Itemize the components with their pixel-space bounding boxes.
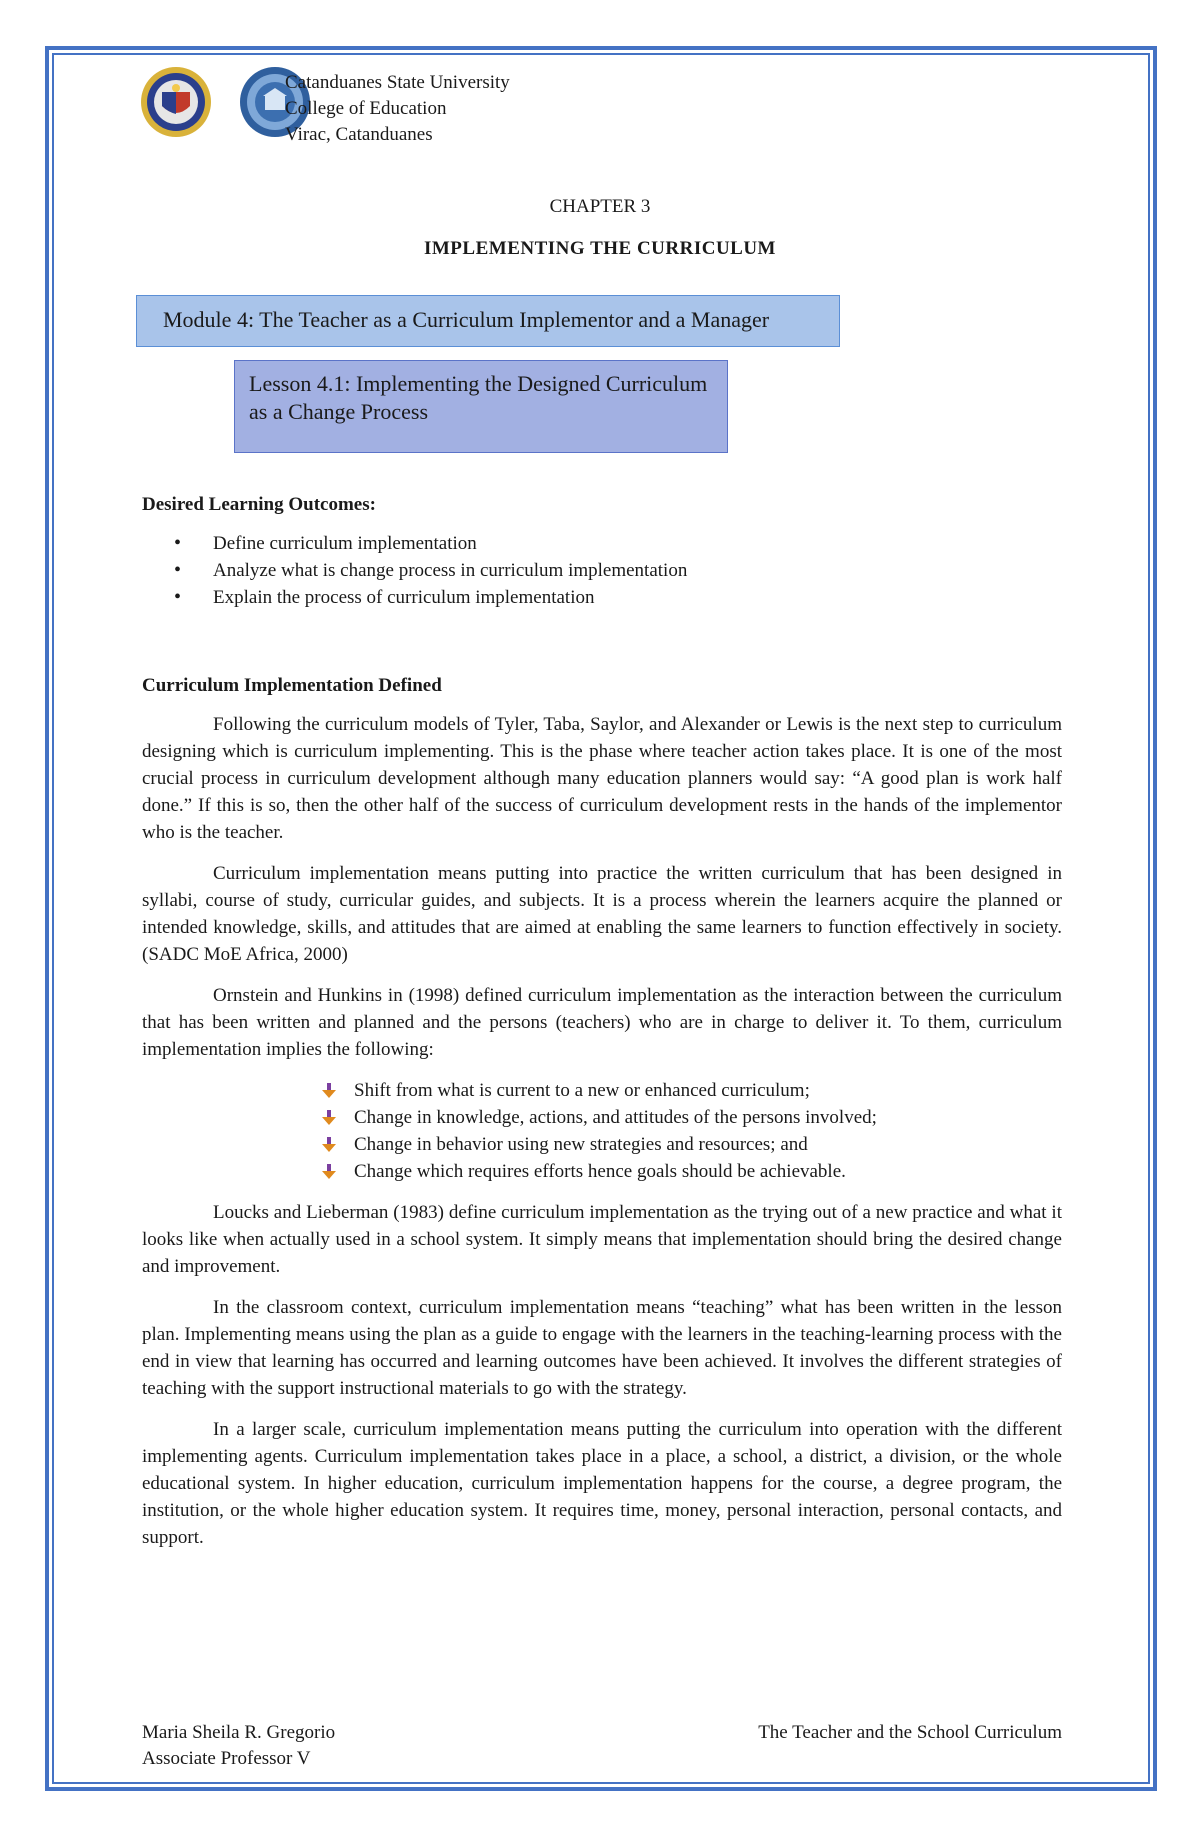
- arrow-bullet-icon: [320, 1163, 338, 1181]
- curriculum-implementation-section: [142, 675, 1062, 1565]
- implication-item: [142, 1077, 1062, 1104]
- body-paragraph: In a larger scale, curriculum implementation means putting the curriculum into operation with the different implementing agents. Curriculum implementation takes place in a place, a school, a district, a division, or the whole educational system. In higher education, curriculum implementation happens for the course, a degree program, the institution, or the whole higher education system. It requires time, money, personal interaction, personal contacts, and support.: [142, 1419, 1062, 1548]
- section-heading: Curriculum Implementation Defined: [142, 675, 442, 696]
- college-name: College of Education: [285, 98, 447, 119]
- outcome-item: • Analyze what is change process in curriculum implementation: [142, 557, 1062, 584]
- arrow-bullet-icon: [320, 1136, 338, 1154]
- chapter-number: CHAPTER 3: [549, 196, 651, 217]
- implication-text: Change in behavior using new strategies and resources; and: [354, 1134, 808, 1155]
- university-seal-logo: [140, 66, 212, 138]
- implication-item: [142, 1131, 1062, 1158]
- body-paragraph: In the classroom context, curriculum implementation means “teaching” what has been written in the lesson plan. Implementing means using the plan as a guide to engage with the learners in the teaching-learning process with the end in view that learning has occurred and learning outcomes have been achieved. It involves the different strategies of teaching with the support instructional materials to go with the strategy.: [142, 1297, 1062, 1399]
- outcomes-list: [142, 530, 1062, 611]
- author-position: Associate Professor V: [142, 1748, 311, 1769]
- arrow-bullet-icon: [320, 1109, 338, 1127]
- author-name: Maria Sheila R. Gregorio: [142, 1722, 336, 1743]
- body-paragraph: Following the curriculum models of Tyler, Taba, Saylor, and Alexander or Lewis is the next step to curriculum designing which is curriculum implementing. This is the phase where teacher action takes place. It is one of the most crucial process in curriculum development although many education planners would say: “A good plan is work half done.” If this is so, then the other half of the success of curriculum development rests in the hands of the implementor who is the teacher.: [142, 714, 1062, 843]
- implication-text: Shift from what is current to a new or enhanced curriculum;: [354, 1080, 810, 1101]
- implication-text: Change which requires efforts hence goals should be achievable.: [354, 1161, 846, 1182]
- body-paragraph: Ornstein and Hunkins in (1998) defined curriculum implementation as the interaction between the curriculum that has been written and planned and the persons (teachers) who are in charge to deliver it. To them, curriculum implementation implies the following:: [142, 985, 1062, 1060]
- lesson-title-box: Lesson 4.1: Implementing the Designed Curriculum as a Change Process: [234, 360, 728, 453]
- outcomes-heading: Desired Learning Outcomes:: [142, 494, 376, 515]
- arrow-bullet-icon: [320, 1082, 338, 1100]
- letterhead-text: [285, 70, 510, 148]
- implication-item: [142, 1158, 1062, 1185]
- outcome-item: • Explain the process of curriculum implementation: [142, 584, 1062, 611]
- chapter-title: IMPLEMENTING THE CURRICULUM: [423, 238, 776, 259]
- implication-item: [142, 1104, 1062, 1131]
- learning-outcomes: [142, 494, 1062, 611]
- letterhead: [140, 66, 640, 146]
- body-paragraph: Curriculum implementation means putting into practice the written curriculum that has been designed in syllabi, course of study, curricular guides, and subjects. It is a process wherein the learners acquire the planned or intended knowledge, skills, and attitudes that are aimed at enabling the same learners to function effectively in society. (SADC MoE Africa, 2000): [142, 863, 1062, 965]
- implications-list: [142, 1077, 1062, 1185]
- implication-text: Change in knowledge, actions, and attitudes of the persons involved;: [354, 1107, 877, 1128]
- footer-author-block: [142, 1720, 335, 1772]
- outcome-item: • Define curriculum implementation: [142, 530, 1062, 557]
- course-title: The Teacher and the School Curriculum: [758, 1722, 1062, 1743]
- module-title-box: Module 4: The Teacher as a Curriculum Implementor and a Manager: [136, 295, 840, 347]
- university-name: Catanduanes State University: [285, 72, 510, 93]
- university-location: Virac, Catanduanes: [285, 124, 433, 145]
- body-paragraph: Loucks and Lieberman (1983) define curriculum implementation as the trying out of a new practice and what it looks like when actually used in a school system. It simply means that implementation should bring the desired change and improvement.: [142, 1202, 1062, 1277]
